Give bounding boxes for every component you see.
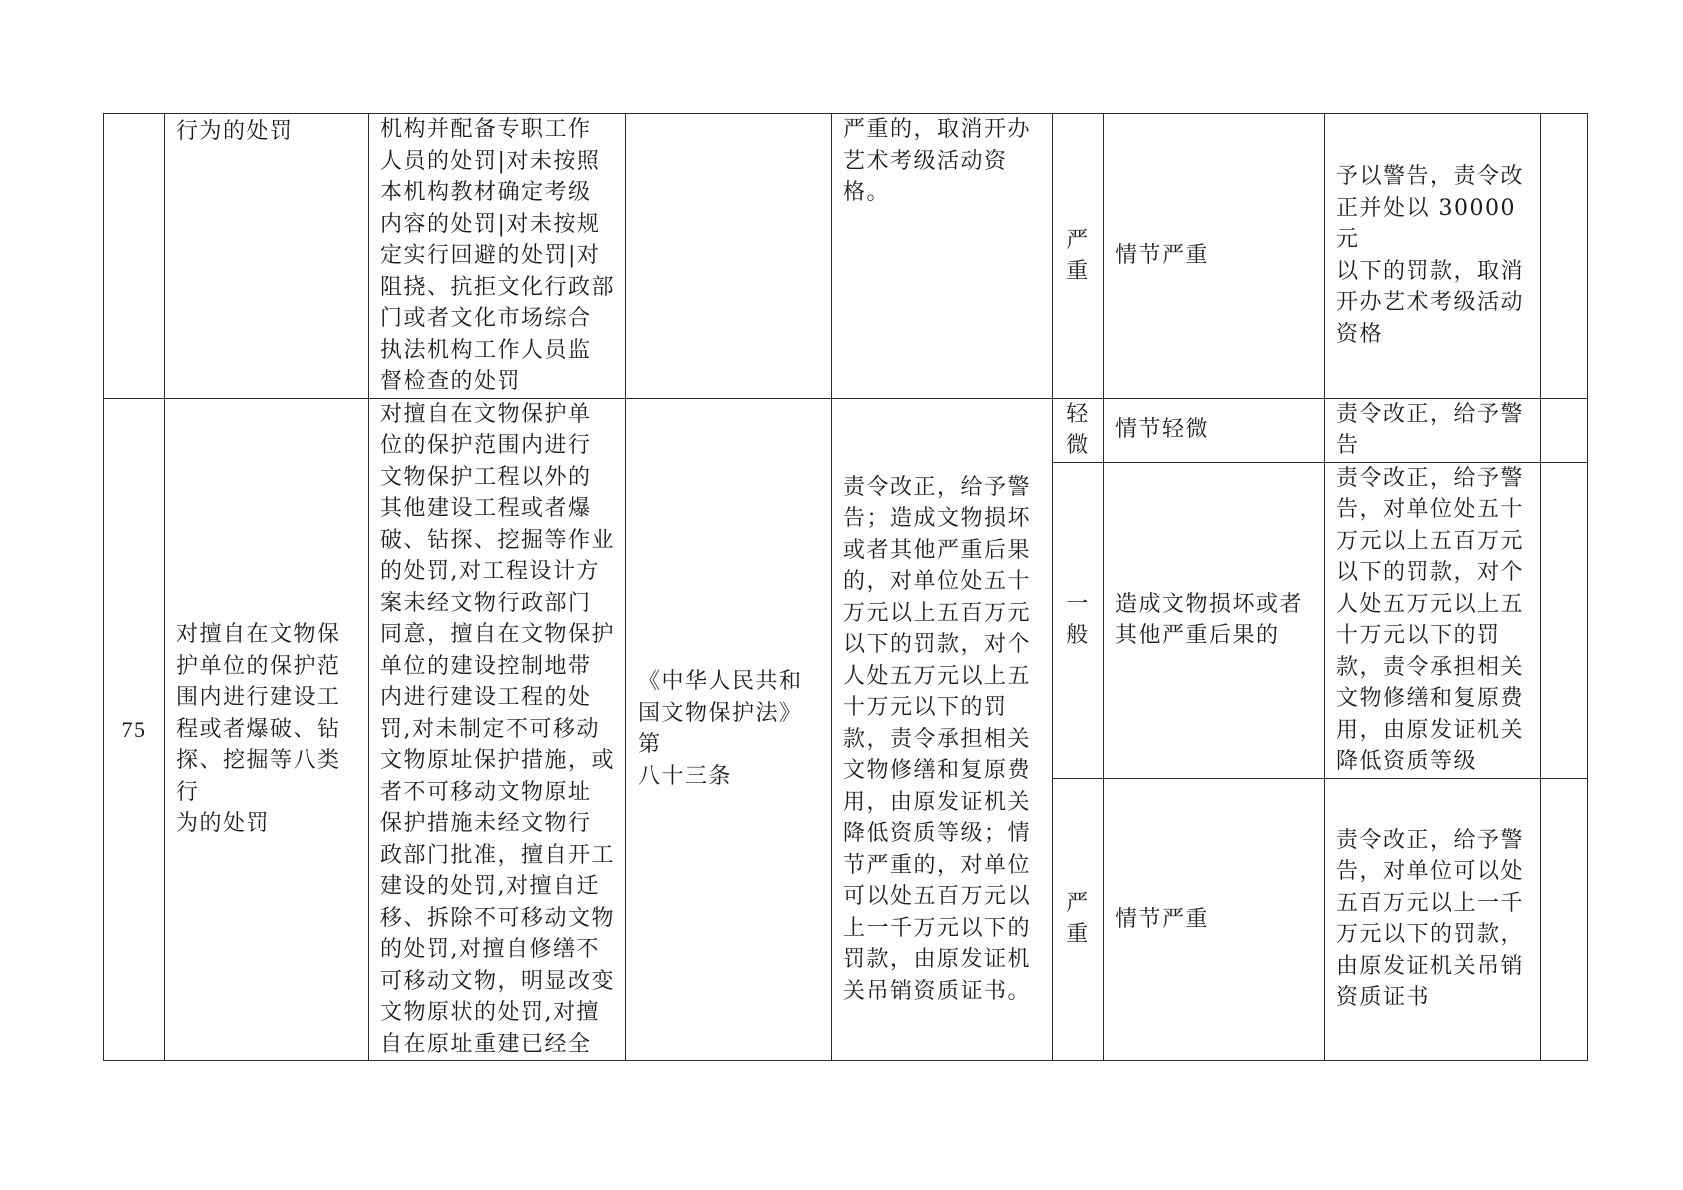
- remark-cell: [1541, 778, 1588, 1060]
- penalty-standard-cell: 予以警告，责令改 正并处以 30000 元 以下的罚款，取消 开办艺术考级活动 资格: [1325, 114, 1541, 399]
- sub-items-cell: 对擅自在文物保护单 位的保护范围内进行 文物保护工程以外的 其他建设工程或者爆 破、钻探、挖掘等作业 的处罚,对工程设计方 案未经文物行政部门 同意，擅自在文物保护 单位的建设控制地带 内进行建设工程的处 罚,对未制定不可移动 文物原址保护措施，或 者不可移动文物原址 保护措施未经文物行 政部门批准，擅自开工 建设的处罚,对擅自迁 移、拆除不可移动文物 的处罚,对擅自修缮不 可移动文物，明显改变 文物原状的处罚,对擅 自在原址重建已经全: [369, 398, 626, 1061]
- item-number-cell: [104, 114, 165, 399]
- circumstance-cell: 情节严重: [1104, 778, 1325, 1060]
- discretion-level-cell: 轻 微: [1053, 398, 1104, 462]
- legal-basis-cell: [626, 114, 832, 399]
- table-row-75-minor: [104, 398, 1588, 462]
- item-name-cell: 对擅自在文物保 护单位的保护范 围内进行建设工 程或者爆破、钻 探、挖掘等八类行 为的处罚: [165, 398, 369, 1061]
- penalty-rule-cell: 责令改正，给予警 告；造成文物损坏 或者其他严重后果 的，对单位处五十 万元以上五百万元 以下的罚款，对个 人处五万元以上五 十万元以下的罚 款，责令承担相关 文物修缮和复原费 用，由原发证机关 降低资质等级；情 节严重的，对单位 可以处五百万元以 上一千万元以下的 罚款，由原发证机 关吊销资质证书。: [832, 398, 1053, 1061]
- remark-cell: [1541, 114, 1588, 399]
- penalty-rule-cell: 严重的，取消开办 艺术考级活动资 格。: [832, 114, 1053, 399]
- circumstance-cell: 造成文物损坏或者 其他严重后果的: [1104, 462, 1325, 778]
- item-number-cell: 75: [104, 398, 165, 1061]
- penalty-standard-table: [103, 113, 1588, 1061]
- table-row-continuation: [104, 114, 1588, 399]
- item-name-cell: 行为的处罚: [165, 114, 369, 399]
- sub-items-cell: 机构并配备专职工作 人员的处罚|对未按照 本机构教材确定考级 内容的处罚|对未按规 定实行回避的处罚|对 阻挠、抗拒文化行政部 门或者文化市场综合 执法机构工作人员监 督检查的处罚: [369, 114, 626, 399]
- penalty-standard-cell: 责令改正，给予警 告，对单位可以处 五百万元以上一千 万元以下的罚款， 由原发证机关吊销 资质证书: [1325, 778, 1541, 1060]
- remark-cell: [1541, 462, 1588, 778]
- penalty-standard-cell: 责令改正，给予警 告，对单位处五十 万元以上五百万元 以下的罚款，对个 人处五万元以上五 十万元以下的罚 款，责令承担相关 文物修缮和复原费 用，由原发证机关 降低资质等级: [1325, 462, 1541, 778]
- discretion-level-cell: 严 重: [1053, 114, 1104, 399]
- legal-basis-cell: 《中华人民共和 国文物保护法》第 八十三条: [626, 398, 832, 1061]
- remark-cell: [1541, 398, 1588, 462]
- circumstance-cell: 情节轻微: [1104, 398, 1325, 462]
- discretion-level-cell: 一 般: [1053, 462, 1104, 778]
- penalty-standard-cell: 责令改正，给予警 告: [1325, 398, 1541, 462]
- discretion-level-cell: 严 重: [1053, 778, 1104, 1060]
- circumstance-cell: 情节严重: [1104, 114, 1325, 399]
